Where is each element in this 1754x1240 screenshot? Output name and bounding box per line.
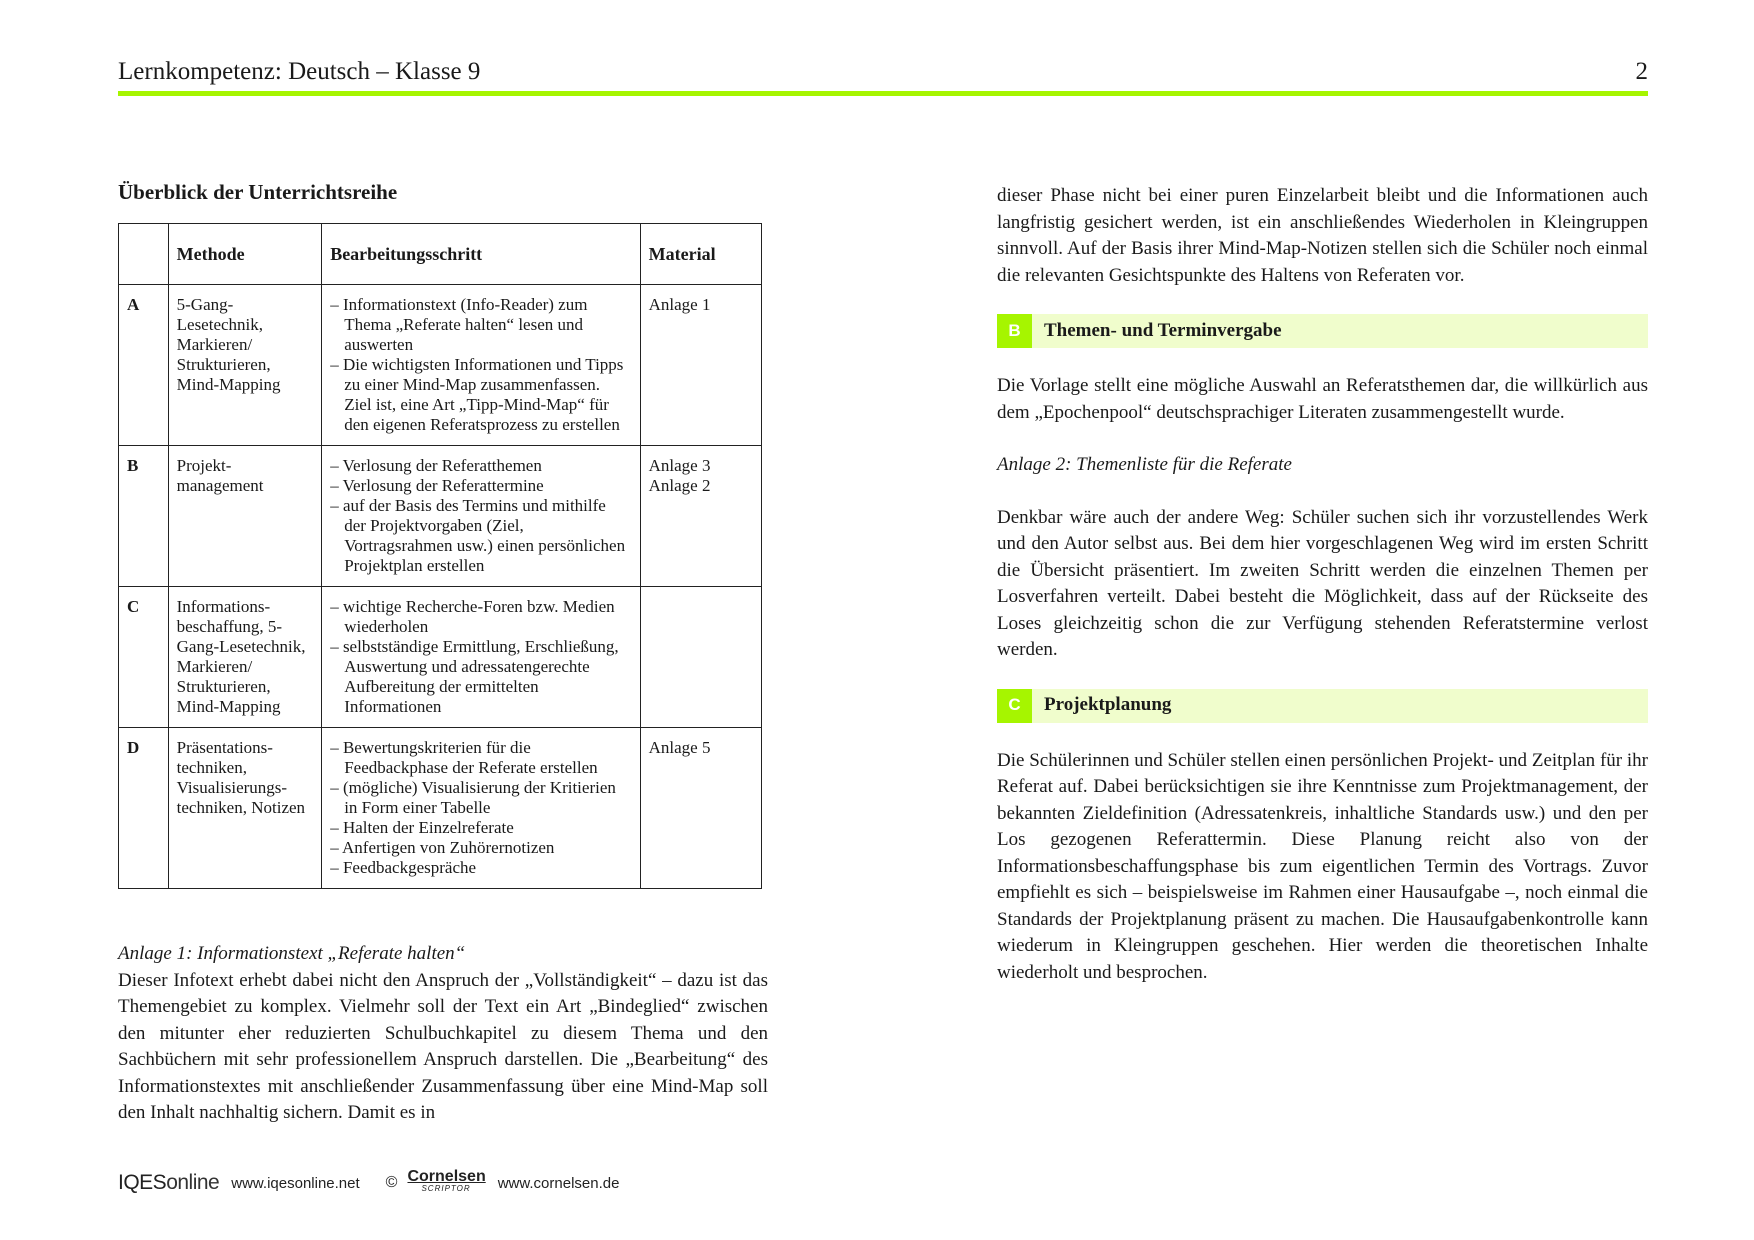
section-b-badge: B — [997, 314, 1032, 348]
header-rule — [118, 91, 1648, 96]
table-row — [119, 285, 762, 446]
row-method: Informations-beschaffung, 5-Gang-Lesetechnik, Markieren/ Strukturieren, Mind-Mapping — [168, 587, 322, 728]
right-column — [997, 183, 1648, 986]
iqes-logo-main: IQES — [118, 1171, 167, 1194]
section-b-paragraph-1: Die Vorlage stellt eine mögliche Auswahl an Referatsthemen dar, die willkürlich aus dem „Epochenpool“ deutschsprachiger Literaten zusammengestellt wurde. — [997, 375, 1648, 423]
step-item: – Halten der Einzelreferate — [330, 818, 514, 837]
table-row — [119, 587, 762, 728]
anlage1-text: Dieser Infotext erhebt dabei nicht den Anspruch der „Vollständigkeit“ – dazu ist das Themengebiet zu komplex. Vielmehr soll der Text ein Art „Bindeglied“ zwischen den mitunter eher reduzierten Schulbuchkapitel zu diesem Thema und den Sachbüchern mit sehr professionellem Anspruch darstellen. Die „Bearbeitung“ des Informationstextes mit anschließender Zusammenfassung über eine Mind-Map soll den Inhalt nachhaltig sichern. Damit es in — [118, 969, 768, 1123]
table-row — [119, 728, 762, 889]
cornelsen-url[interactable]: www.cornelsen.de — [497, 1174, 620, 1192]
section-c-paragraph-1: Die Schülerinnen und Schüler stellen einen persönlichen Projekt- und Zeitplan für ihr Referat auf. Dabei berücksichtigen sie ihre Kenntnisse zum Projektmanagement, der bekannten Zieldefinition (Adressatenkreis, inhaltliche Standards usw.) und den per Los gezogenen Referattermin. Diese Planung reicht also von der Informationsbeschaffungsphase bis zum eigentlichen Termin des Vortrags. Zuvor empfiehlt es sich – beispielsweise im Rahmen einer Hausaufgabe –, noch einmal die Standards der Projektplanung präsent zu machen. Die Hausaufgabenkontrolle kann wiederum in Kleingruppen geschehen. Hier werden die theoretischen Inhalte wiederholt und besprochen. — [997, 749, 1648, 983]
column-header-method: Methode — [168, 224, 322, 285]
step-item: – auf der Basis des Termins und mithilfe der Projektvorgaben (Ziel, Vortragsrahmen usw.) einen persönlichen Projektplan erstellen — [330, 496, 626, 575]
material-item: Anlage 1 — [648, 295, 711, 314]
iqes-logo-sub: online — [166, 1171, 220, 1194]
intro-paragraph: dieser Phase nicht bei einer puren Einzelarbeit bleibt und die Informationen auch langfristig gesichert werden, ist ein anschließendes Wiederholen in Kleingruppen sinnvoll. Auf der Basis ihrer Mind-Map-Notizen stellen sich die Schüler noch einmal die relevanten Gesichtspunkte des Haltens von Referaten vor. — [997, 185, 1648, 286]
row-material — [640, 587, 761, 728]
column-header-material: Material — [640, 224, 761, 285]
table-header-row — [119, 224, 762, 285]
step-list — [330, 597, 631, 717]
table-row — [119, 446, 762, 587]
step-item: – Anfertigen von Zuhörernotizen — [330, 838, 555, 857]
cornelsen-logo-brand: Cornelsen — [407, 1168, 486, 1185]
row-letter: C — [119, 587, 169, 728]
row-steps — [322, 446, 640, 587]
row-letter: B — [119, 446, 169, 587]
step-list — [330, 456, 631, 576]
row-method: 5-Gang-Lesetechnik, Markieren/ Strukturieren, Mind-Mapping — [168, 285, 322, 446]
row-material — [640, 728, 761, 889]
row-method: Präsentations-techniken, Visualisierungs-techniken, Notizen — [168, 728, 322, 889]
row-steps — [322, 728, 640, 889]
section-b-title: Themen- und Terminvergabe — [1044, 319, 1282, 341]
row-material — [640, 446, 761, 587]
step-item: – Informationstext (Info-Reader) zum Thema „Referate halten“ lesen und auswerten — [330, 295, 588, 354]
left-column — [118, 180, 768, 1127]
material-item: Anlage 5 — [648, 738, 711, 757]
row-method: Projekt-management — [168, 446, 322, 587]
step-item: – (mögliche) Visualisierung der Kritierien in Form einer Tabelle — [330, 778, 616, 817]
step-item: – Bewertungskriterien für die Feedbackphase der Referate erstellen — [330, 738, 598, 777]
step-item: – Die wichtigsten Informationen und Tipps zu einer Mind-Map zusammenfassen. Ziel ist, eine Art „Tipp-Mind-Map“ für den eigenen Referatsprozess zu erstellen — [330, 355, 624, 434]
column-header-step: Bearbeitungsschritt — [322, 224, 640, 285]
step-item: – wichtige Recherche-Foren bzw. Medien wiederholen — [330, 597, 615, 636]
anlage2-caption: Anlage 2: Themenliste für die Referate — [997, 454, 1292, 475]
overview-title: Überblick der Unterrichtsreihe — [118, 180, 398, 204]
iqes-url[interactable]: www.iqesonline.net — [231, 1174, 360, 1192]
step-item: – selbstständige Ermittlung, Erschließung, Auswertung und adressatengerechte Aufbereitung der ermittelten Informationen — [330, 637, 619, 716]
step-item: – Feedbackgespräche — [330, 858, 477, 877]
row-letter: D — [119, 728, 169, 889]
page-number: 2 — [1635, 58, 1648, 85]
row-letter: A — [119, 285, 169, 446]
step-item: – Verlosung der Referattermine — [330, 476, 544, 495]
section-c-badge: C — [997, 689, 1032, 723]
row-material — [640, 285, 761, 446]
section-c-title: Projektplanung — [1044, 694, 1172, 716]
step-item: – Verlosung der Referatthemen — [330, 456, 542, 475]
material-item: Anlage 3 — [648, 456, 711, 475]
column-header-letter — [119, 224, 169, 285]
step-list — [330, 295, 631, 435]
material-item: Anlage 2 — [648, 476, 711, 495]
section-c-header — [997, 689, 1648, 723]
overview-table — [118, 223, 762, 889]
cornelsen-logo-sub: SCRIPTOR — [421, 1184, 471, 1193]
page-footer — [118, 1168, 619, 1198]
iqes-logo — [118, 1171, 219, 1195]
anlage1-section — [118, 941, 768, 1127]
header-title: Lernkompetenz: Deutsch – Klasse 9 — [118, 58, 481, 85]
section-b-header — [997, 314, 1648, 348]
anlage1-caption: Anlage 1: Informationstext „Referate halten“ — [118, 943, 466, 964]
row-steps — [322, 285, 640, 446]
step-list — [330, 738, 631, 878]
copyright-symbol: © — [385, 1174, 398, 1191]
section-b-paragraph-2: Denkbar wäre auch der andere Weg: Schüler suchen sich ihr vorzustellendes Werk und den Autor selbst aus. Bei dem hier vorgeschlagenen Weg wird im ersten Schritt die Übersicht präsentiert. Im zweiten Schritt werden die einzelnen Themen per Losverfahren verteilt. Dabei besteht die Möglichkeit, dass auf der Rückseite des Loses gleichzeitig schon die zur Verfügung stehenden Referatstermine verlost werden. — [997, 506, 1648, 660]
row-steps — [322, 587, 640, 728]
cornelsen-logo — [407, 1168, 486, 1195]
